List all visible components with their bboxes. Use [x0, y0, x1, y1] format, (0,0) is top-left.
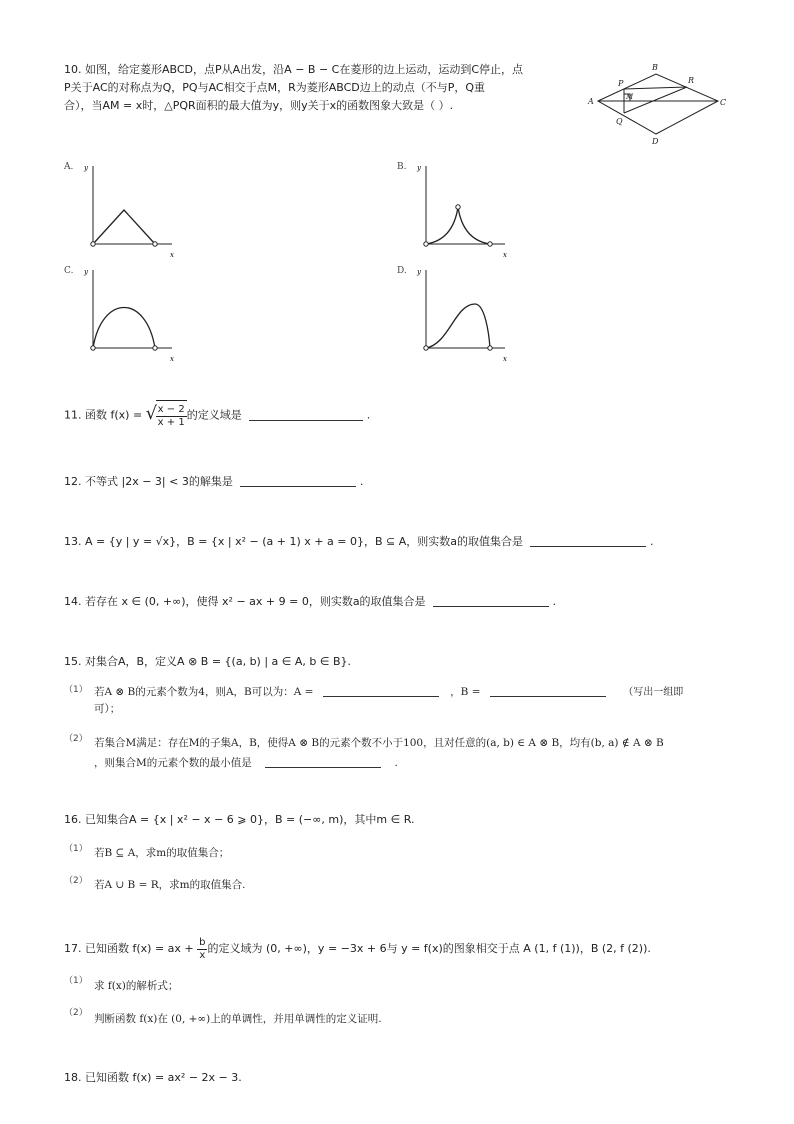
q15-part1-mid: ，B = [450, 686, 481, 698]
q12-answer-blank[interactable] [240, 474, 356, 487]
q16-part1-number: （1） [64, 844, 88, 854]
q11-suffix: 的定义域是 [186, 408, 242, 422]
label-c: C [720, 98, 727, 107]
q16-part2-number: （2） [64, 876, 88, 886]
label-b: B [652, 63, 658, 72]
axis-x-label: x [503, 251, 507, 259]
q15-part2-end: . [394, 757, 398, 769]
q10-line-2: P关于AC的对称点为Q，PQ与AC相交于点M，R为菱形ABCD边上的动点（不与P，Q重 [64, 81, 486, 94]
axis-y-label: y [84, 164, 88, 172]
open-point [153, 346, 157, 350]
q12 [64, 474, 363, 490]
q15-part2-line2-text: ，则集合M的元素个数的最小值是 [94, 757, 252, 769]
q13-answer-blank[interactable] [530, 534, 646, 547]
q13-end: . [649, 535, 654, 548]
q15-part2-line2 [94, 755, 398, 771]
q11-end: . [366, 408, 371, 422]
q17-numerator: b [199, 936, 206, 948]
option-c-label[interactable]: C. [64, 266, 74, 276]
segment-pr [624, 87, 687, 89]
q11-denominator: x + 1 [157, 416, 185, 428]
q13 [64, 534, 653, 550]
q16-part2-text: 若A ∪ B = R，求m的取值集合. [94, 879, 246, 891]
q11-numerator: √ x − 2 [157, 403, 185, 415]
option-b-curve [426, 207, 490, 244]
open-point [488, 346, 492, 350]
q17-part1-text: 求 f(x)的解析式； [94, 980, 179, 992]
q17-stem [64, 934, 651, 964]
segment-qr [624, 87, 687, 113]
q12-end: . [359, 475, 364, 488]
q15-stem: 15. 对集合A，B，定义A ⊗ B = {(a, b) | a ∈ A, b ∈ B}. [64, 655, 351, 668]
open-point [488, 242, 492, 246]
open-point [424, 346, 428, 350]
q15-part1 [94, 684, 683, 701]
label-a: A [588, 97, 594, 106]
q17-part2-text: 判断函数 f(x)在 (0, +∞)上的单调性，并用单调性的定义证明. [94, 1013, 382, 1025]
rhombus-figure [580, 58, 730, 148]
q11 [64, 400, 370, 431]
q17-suffix: 的定义域为 (0, +∞)，y = −3x + 6与 y = f(x)的图象相交于点 A (1, f (1))，B (2, f (2)). [207, 942, 651, 955]
option-b-graph[interactable] [415, 160, 515, 260]
q14-answer-blank[interactable] [433, 594, 549, 607]
q18-stem: 18. 已知函数 f(x) = ax² − 2x − 3. [64, 1071, 242, 1084]
open-point [91, 346, 95, 350]
q13-text: 13. A = {y | y = √x}，B = {x | x² − (a + 1) x + a = 0}，B ⊆ A，则实数a的取值集合是 [64, 535, 523, 548]
label-d: D [652, 137, 659, 146]
q17-part2-number: （2） [64, 1008, 88, 1018]
axis-x-label: x [170, 251, 174, 259]
q12-text: 12. 不等式 |2x − 3| < 3的解集是 [64, 475, 233, 488]
q17-prefix: 17. 已知函数 f(x) = ax + [64, 942, 198, 955]
q15-a-blank[interactable] [323, 684, 439, 697]
option-c-graph[interactable] [82, 264, 182, 364]
option-a-label[interactable]: A. [64, 162, 74, 172]
label-r: R [688, 76, 695, 85]
open-point [424, 242, 428, 246]
q11-answer-blank[interactable] [249, 408, 363, 421]
q17-denominator: x [199, 949, 206, 961]
q15-part2-blank[interactable] [265, 755, 381, 768]
q15-b-blank[interactable] [490, 684, 606, 697]
axis-x-label: x [503, 355, 507, 363]
option-a-graph[interactable] [82, 160, 182, 260]
q15-part1-text: 若A ⊗ B的元素个数为4，则A，B可以为：A = [94, 686, 314, 698]
open-point [456, 205, 460, 209]
q14-text: 14. 若存在 x ∈ (0, +∞)，使得 x² − ax + 9 = 0，则实数a的取值集合是 [64, 595, 426, 608]
axis-y-label: y [417, 164, 421, 172]
q14-end: . [552, 595, 557, 608]
option-d-label[interactable]: D. [397, 266, 407, 276]
axis-y-label: y [84, 268, 88, 276]
q17-part1-number: （1） [64, 976, 88, 986]
q16-stem: 16. 已知集合A = {x | x² − x − 6 ⩾ 0}，B = (−∞, m)，其中m ∈ R. [64, 813, 415, 826]
open-point [153, 242, 157, 246]
q14 [64, 594, 556, 610]
q15-part2-number: （2） [64, 734, 88, 744]
option-c-curve [93, 308, 155, 349]
label-p: P [618, 79, 624, 88]
sqrt-sign [146, 400, 187, 431]
option-b-label[interactable]: B. [397, 162, 407, 172]
label-q: Q [616, 117, 623, 126]
q10-line-3: 合），当AM = x时，△PQR面积的最大值为y，则y关于x的函数图象大致是（ ）. [64, 99, 454, 112]
q15-part1-line2: 可）； [94, 703, 121, 715]
option-d-curve [426, 304, 490, 348]
q16-part1-text: 若B ⊆ A，求m的取值集合； [94, 847, 230, 859]
q15-part1-hint: （写出一组即 [623, 687, 684, 698]
q11-prefix: 11. 函数 f(x) = [64, 408, 146, 422]
q10-line-1: 10. 如图，给定菱形ABCD，点P从A出发，沿A − B − C在菱形的边上运动，运动到C停止，点 [64, 63, 524, 76]
axis-x-label: x [170, 355, 174, 363]
option-d-graph[interactable] [415, 264, 515, 364]
q15-part1-number: （1） [64, 685, 88, 695]
option-a-curve [93, 210, 155, 244]
q15-part2-text: 若集合M满足：存在M的子集A，B，使得A ⊗ B的元素个数不小于100，且对任意的(a, b) ∈ A ⊗ B，均有(b, a) ∉ A ⊗ B [94, 737, 664, 749]
label-m: M [626, 93, 634, 101]
axis-y-label: y [417, 268, 421, 276]
open-point [91, 242, 95, 246]
